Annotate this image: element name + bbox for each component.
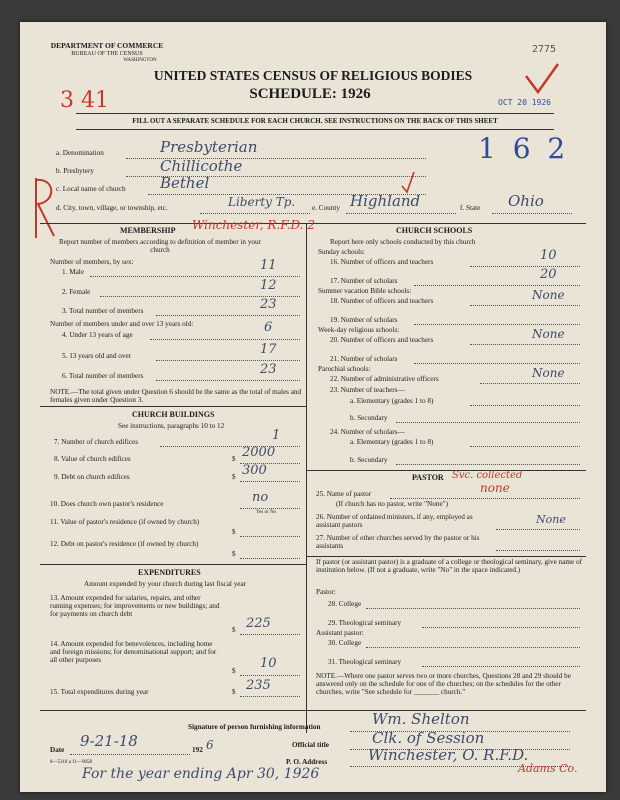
q6-label: 6. Total number of members: [62, 372, 144, 380]
po-address-label: P. O. Address: [286, 758, 328, 766]
denomination-value: Presbyterian: [160, 138, 258, 156]
department-name: DEPARTMENT OF COMMERCE: [50, 41, 164, 50]
q17-label: 17. Number of scholars: [330, 277, 398, 285]
q5-label: 5. 13 years old and over: [62, 352, 132, 360]
q25-label: 25. Name of pastor: [316, 490, 372, 498]
form-number: 8—5318 a 11—9058: [50, 760, 93, 765]
q27-label: 27. Number of other churches served by the pastor or his assistants: [316, 534, 480, 550]
q26-label: 26. Number of ordained ministers, if any, employed as assistant pastors: [316, 513, 473, 529]
schedule-title: SCHEDULE: 1926: [249, 86, 371, 102]
q30-label: 30. College: [328, 639, 362, 647]
members-by-age-label: Number of members under and over 13 years old:: [50, 320, 194, 328]
schools-intro: Report here only schools conducted by this church: [330, 238, 476, 246]
q19-label: 19. Number of scholars: [330, 316, 398, 324]
q16-value: 10: [540, 248, 557, 263]
expenditures-heading: EXPENDITURES: [138, 568, 201, 577]
county-value: Highland: [350, 192, 421, 210]
members-by-sex-label: Number of members, by sex:: [50, 258, 134, 266]
dollar-sign: $: [232, 473, 236, 481]
q10-value: no: [252, 490, 269, 505]
signature-value: Wm. Shelton: [372, 710, 470, 728]
q15-value: 235: [246, 678, 271, 693]
yes-no-hint: Yes or No: [256, 510, 277, 515]
q25-value: none: [480, 481, 510, 495]
header-rule-bottom: [76, 129, 554, 130]
q15-label: 15. Total expenditures during year: [50, 688, 149, 696]
membership-intro: Report number of members according to definition of member in your church: [59, 238, 261, 254]
received-date-stamp: OCT 20 1926: [498, 98, 551, 107]
q24a-label: a. Elementary (grades 1 to 8): [350, 438, 434, 446]
po-address-value: Winchester, O. R.F.D.: [368, 746, 529, 764]
q29-label: 29. Theological seminary: [328, 619, 402, 627]
q13-label: 13. Amount expended for salaries, repairs, and other running expenses; for improvements or new buildings; and for payments on church debt: [50, 594, 220, 618]
q8-value: 2000: [242, 445, 276, 460]
form-title: UNITED STATES CENSUS OF RELIGIOUS BODIES: [153, 68, 473, 83]
q3-label: 3. Total number of members: [62, 307, 144, 315]
q10-label: 10. Does church own pastor's residence: [50, 500, 164, 508]
weekday-schools-label: Week-day religious schools:: [318, 326, 400, 334]
year-value: 6: [206, 738, 214, 752]
q9-label: 9. Debt on church edifices: [54, 473, 130, 481]
q2-label: 2. Female: [62, 288, 91, 296]
q4-label: 4. Under 13 years of age: [62, 331, 133, 339]
q8-label: 8. Value of church edifices: [54, 455, 131, 463]
stamp-number: 2775: [532, 44, 557, 55]
city-value: Liberty Tp.: [228, 195, 296, 209]
q16-label: 16. Number of officers and teachers: [330, 258, 434, 266]
graduate-instruction: If pastor (or assistant pastor) is a graduate of a college or theological seminary, give name of institution below. (If not a graduate, write "No" in the space indicated.): [316, 558, 582, 574]
q6-value: 23: [260, 362, 277, 377]
pastor-heading: PASTOR: [412, 473, 444, 482]
church-name-label: c. Local name of church: [56, 185, 126, 193]
year-prefix: 192: [192, 746, 203, 754]
address-note: Winchester, R.F.D. 2: [192, 218, 315, 232]
column-divider: [306, 223, 307, 733]
q9-value: 300: [242, 463, 267, 478]
buildings-heading: CHURCH BUILDINGS: [132, 410, 215, 419]
state-value: Ohio: [508, 192, 544, 210]
q7-label: 7. Number of church edifices: [54, 438, 139, 446]
q25-sub: (If church has no pastor, write "None"): [336, 500, 448, 508]
q1-value: 11: [260, 258, 277, 273]
q21-label: 21. Number of scholars: [330, 355, 398, 363]
q13-value: 225: [246, 616, 271, 631]
bureau-city: WASHINGTON: [123, 58, 157, 63]
q20-value: None: [532, 327, 565, 341]
dollar-sign: $: [232, 528, 236, 536]
handwritten-code: 1 6 2: [478, 132, 570, 165]
q14-label: 14. Amount expended for benevolences, including home and foreign missions; for denominational support; and for all other purposes: [50, 640, 217, 664]
signature-label: Signature of person furnishing information: [188, 723, 321, 731]
q22-value: None: [532, 366, 565, 380]
q18-label: 18. Number of officers and teachers: [330, 297, 434, 305]
q31-label: 31. Theological seminary: [328, 658, 402, 666]
assistant-pastor-sublabel: Assistant pastor:: [316, 629, 364, 637]
q5-value: 17: [260, 342, 277, 357]
date-label: Date: [50, 746, 65, 754]
q7-value: 1: [272, 428, 281, 443]
q24-label: 24. Number of scholars—: [330, 428, 405, 436]
presbytery-value: Chillicothe: [160, 157, 243, 175]
church-name-value: Bethel: [160, 174, 210, 192]
denomination-label: a. Denomination: [56, 149, 104, 157]
q28-label: 28. College: [328, 600, 362, 608]
q14-value: 10: [260, 656, 277, 671]
presbytery-label: b. Presbytery: [56, 167, 94, 175]
dollar-sign: $: [232, 626, 236, 634]
schools-heading: CHURCH SCHOOLS: [396, 226, 473, 235]
q12-label: 12. Debt on pastor's residence (if owned by church): [50, 540, 199, 548]
instruction-line: FILL OUT A SEPARATE SCHEDULE FOR EACH CHURCH. SEE INSTRUCTIONS ON THE BACK OF THIS SHEET: [132, 117, 498, 125]
q18-value: None: [532, 288, 565, 302]
dollar-sign: $: [232, 688, 236, 696]
pastor-note: NOTE.—Where one pastor serves two or more churches, Questions 28 and 29 should be answered only on the schedule for one of the churches; on the schedules for the other churches, write "See schedule for _______ church.": [316, 672, 571, 696]
dollar-sign: $: [232, 667, 236, 675]
county-label: e. County: [312, 204, 340, 212]
official-title-value: Clk. of Session: [372, 729, 485, 747]
q23-label: 23. Number of teachers—: [330, 386, 405, 394]
membership-note: NOTE.—The total given under Question 6 should be the same as the total of males and females given under Question 3.: [50, 388, 302, 404]
parochial-schools-label: Parochial schools:: [318, 365, 371, 373]
q23b-label: b. Secondary: [350, 414, 388, 422]
red-checkmark-icon: [522, 62, 562, 96]
state-label: f. State: [460, 204, 481, 212]
dollar-sign: $: [232, 455, 236, 463]
q11-label: 11. Value of pastor's residence (if owned by church): [50, 518, 200, 526]
date-value: 9-21-18: [80, 732, 138, 750]
handwritten-number: 3 41: [60, 88, 109, 113]
dollar-sign: $: [232, 550, 236, 558]
pastor-top-note: Svc. collected: [452, 470, 523, 481]
membership-heading: MEMBERSHIP: [120, 226, 176, 235]
q2-value: 12: [260, 278, 277, 293]
q26-value: None: [536, 513, 566, 526]
closing-note: For the year ending Apr 30, 1926: [82, 766, 320, 782]
q22-label: 22. Number of administrative officers: [330, 375, 439, 383]
city-label: d. City, town, village, or township, etc.: [56, 204, 168, 212]
bureau-name: BUREAU OF THE CENSUS: [71, 51, 143, 57]
county-note: Adams Co.: [518, 762, 578, 775]
q17-value: 20: [540, 267, 557, 282]
buildings-sub: See instructions, paragraphs 10 to 12: [118, 422, 225, 430]
census-form: [20, 22, 606, 792]
expenditures-sub: Amount expended by your church during last fiscal year: [84, 580, 247, 588]
header-rule-top: [76, 113, 554, 114]
q20-label: 20. Number of officers and teachers: [330, 336, 434, 344]
q3-value: 23: [260, 297, 277, 312]
q24b-label: b. Secondary: [350, 456, 388, 464]
vacation-schools-label: Summer vacation Bible schools:: [318, 287, 412, 295]
q1-label: 1. Male: [62, 268, 84, 276]
pastor-sublabel: Pastor:: [316, 588, 336, 596]
red-tick-icon: [398, 170, 418, 196]
q23a-label: a. Elementary (grades 1 to 8): [350, 397, 434, 405]
q4-value: 6: [264, 320, 273, 335]
sunday-schools-label: Sunday schools:: [318, 248, 365, 256]
official-title-label: Official title: [292, 741, 329, 749]
